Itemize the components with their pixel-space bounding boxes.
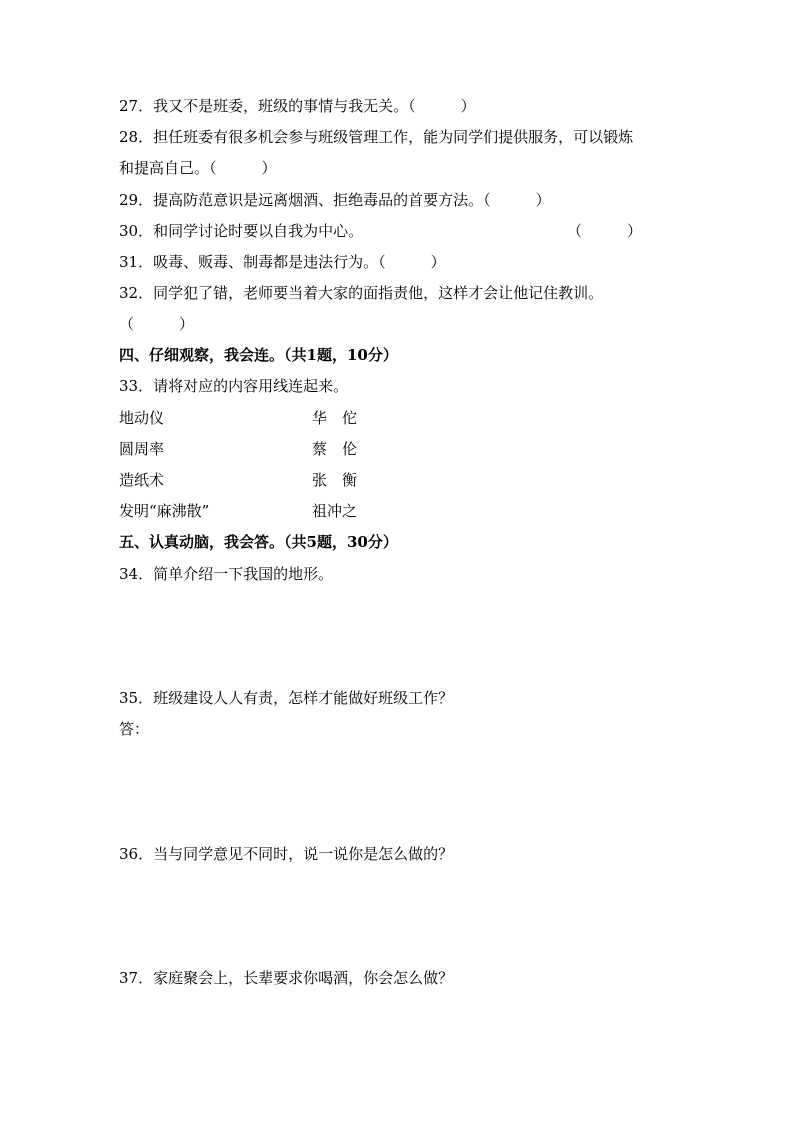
question-33: 33．请将对应的内容用线连起来。 — [119, 377, 349, 395]
match-right-item: 蔡 伦 — [312, 440, 358, 458]
question-29: 29．提高防范意识是远离烟酒、拒绝毒品的首要方法。（ ） — [119, 191, 551, 209]
section-4-heading: 四、仔细观察，我会连。（共1题，10分） — [119, 346, 398, 364]
question-32-line-2: （ ） — [119, 315, 195, 333]
question-28-line-2: 和提高自己。（ ） — [119, 159, 277, 177]
question-35: 35．班级建设人人有责，怎样才能做好班级工作？ — [119, 689, 454, 707]
question-28-line-1: 28．担任班委有很多机会参与班级管理工作，能为同学们提供服务，可以锻炼 — [119, 128, 634, 146]
question-27: 27．我又不是班委，班级的事情与我无关。（ ） — [119, 97, 476, 115]
match-right-item: 祖冲之 — [312, 502, 358, 520]
question-32-line-1: 32．同学犯了错，老师要当着大家的面指责他，这样才会让他记住教训。 — [119, 284, 604, 302]
question-30-answer-blank: （ ） — [567, 222, 643, 240]
match-right-item: 华 佗 — [312, 409, 358, 427]
question-30: 30．和同学讨论时要以自我为中心。 — [119, 222, 364, 240]
answer-label: 答： — [119, 720, 150, 738]
match-right-item: 张 衡 — [312, 471, 358, 489]
question-37: 37．家庭聚会上，长辈要求你喝酒，你会怎么做？ — [119, 969, 454, 987]
match-left-item: 造纸术 — [119, 471, 165, 489]
question-31: 31．吸毒、贩毒、制毒都是违法行为。（ ） — [119, 253, 446, 271]
match-left-item: 发明“麻沸散” — [119, 502, 210, 520]
match-left-item: 地动仪 — [119, 409, 165, 427]
question-34: 34．简单介绍一下我国的地形。 — [119, 565, 334, 583]
question-36: 36．当与同学意见不同时，说一说你是怎么做的？ — [119, 845, 454, 863]
match-left-item: 圆周率 — [119, 440, 165, 458]
section-5-heading: 五、认真动脑，我会答。（共5题，30分） — [119, 533, 398, 551]
